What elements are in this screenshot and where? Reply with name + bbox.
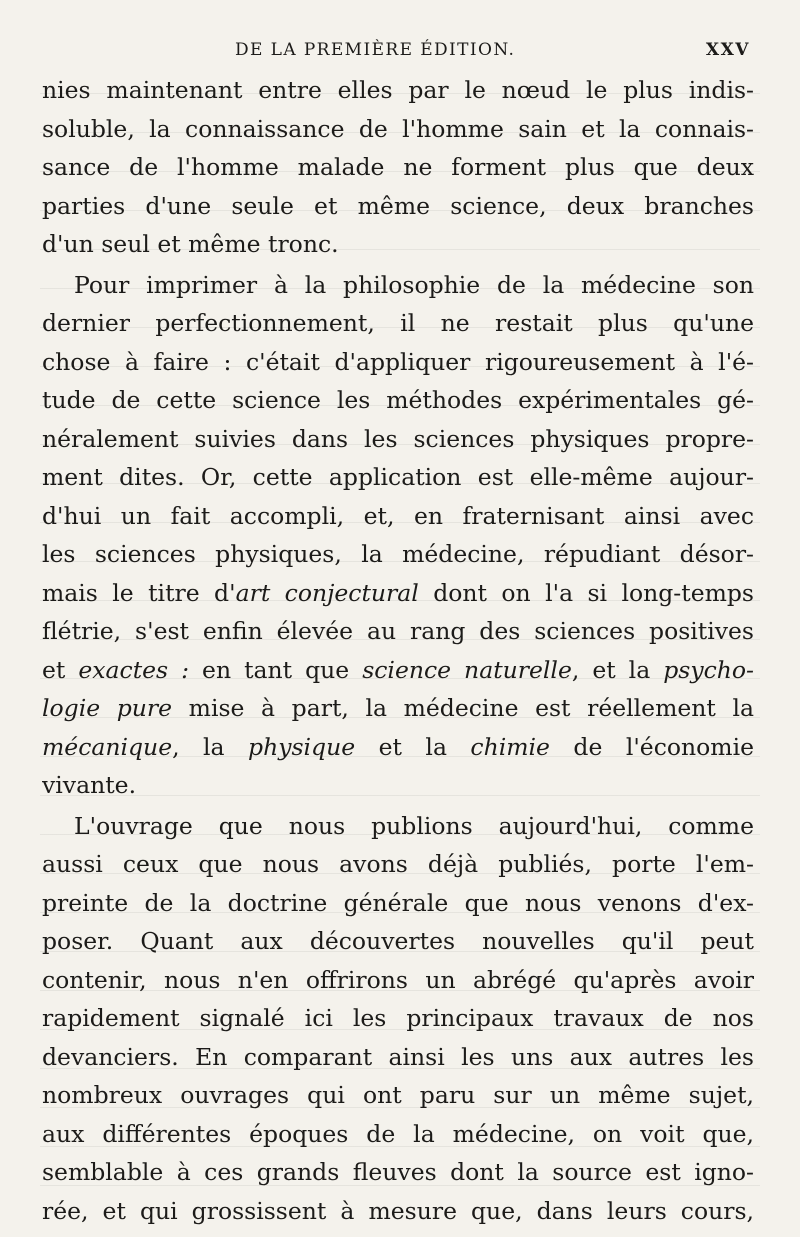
text-line: tude de cette science les méthodes expérimentales gé-	[42, 386, 754, 414]
text-line: rée, et qui grossissent à mesure que, dans leurs cours,	[42, 1196, 754, 1225]
text-line: soluble, la connaissance de l'homme sain et la connais-	[42, 114, 754, 143]
text-line: aussi ceux que nous avons déjà publiés, porte l'em-	[42, 850, 754, 878]
text-line: nies maintenant entre elles par le nœud le plus indis-	[42, 76, 754, 104]
text-run: , la	[172, 732, 249, 761]
text-line: poser. Quant aux découvertes nouvelles qu'il peut	[42, 927, 754, 955]
body-text	[42, 71, 754, 1230]
text-line: d'hui un fait accompli, et, en fraternisant ainsi avec	[42, 501, 754, 530]
text-run: et la	[355, 732, 471, 761]
page-header	[0, 38, 800, 68]
text-line: Pour imprimer à la philosophie de la médecine son	[74, 270, 754, 299]
italic-run: physique	[248, 732, 356, 761]
text-run: et	[42, 655, 79, 684]
text-line: nombreux ouvrages qui ont paru sur un même sujet,	[42, 1081, 754, 1109]
text-line	[42, 651, 754, 690]
text-line: contenir, nous n'en offrirons un abrégé qu'après avoir	[42, 965, 754, 994]
text-line: aux différentes époques de la médecine, on voit que,	[42, 1119, 754, 1148]
text-line	[42, 728, 754, 767]
text-line	[42, 689, 754, 728]
paragraph-1	[42, 71, 754, 264]
text-line: chose à faire : c'était d'appliquer rigoureusement à l'é-	[42, 347, 754, 376]
text-line: devanciers. En comparant ainsi les uns aux autres les	[42, 1042, 754, 1071]
text-line: semblable à ces grands fleuves dont la source est igno-	[42, 1158, 754, 1186]
italic-run: science naturelle	[362, 655, 572, 684]
text-run: mise à part, la médecine est réellement la	[172, 694, 754, 722]
paragraph-2	[42, 266, 754, 805]
text-line: d'un seul et même tronc.	[42, 230, 339, 258]
text-line: rapidement signalé ici les principaux travaux de nos	[42, 1004, 754, 1032]
text-run: dont on l'a si long-temps	[418, 578, 754, 607]
italic-run: psycho-	[663, 655, 754, 684]
text-line: flétrie, s'est enfin élevée au rang des sciences positives	[42, 617, 754, 645]
text-line: vivante.	[42, 771, 137, 799]
italic-run: logie pure	[42, 694, 173, 722]
italic-run: art conjectural	[235, 578, 419, 607]
italic-run: mécanique	[42, 732, 173, 761]
text-line: preinte de la doctrine générale que nous venons d'ex-	[42, 888, 754, 917]
text-run: de l'économie	[549, 732, 754, 761]
text-run: mais le titre d'	[42, 578, 236, 607]
page-number: XXV	[705, 40, 750, 60]
text-line: parties d'une seule et même science, deux branches	[42, 191, 754, 220]
text-line: néralement suivies dans les sciences physiques propre-	[42, 424, 754, 453]
text-line	[42, 574, 754, 613]
text-line: dernier perfectionnement, il ne restait plus qu'une	[42, 309, 754, 337]
paragraph-3	[42, 807, 754, 1231]
text-line: L'ouvrage que nous publions aujourd'hui, comme	[74, 811, 754, 840]
italic-run: exactes :	[78, 655, 190, 684]
italic-run: chimie	[470, 732, 550, 761]
running-head: DE LA PREMIÈRE ÉDITION.	[235, 40, 516, 60]
text-run: , et la	[571, 655, 664, 684]
text-line: sance de l'homme malade ne forment plus que deux	[42, 153, 754, 181]
text-run: en tant que	[189, 655, 363, 684]
text-line: ment dites. Or, cette application est elle-même aujour-	[42, 463, 754, 491]
text-line: les sciences physiques, la médecine, répudiant désor-	[42, 540, 754, 568]
